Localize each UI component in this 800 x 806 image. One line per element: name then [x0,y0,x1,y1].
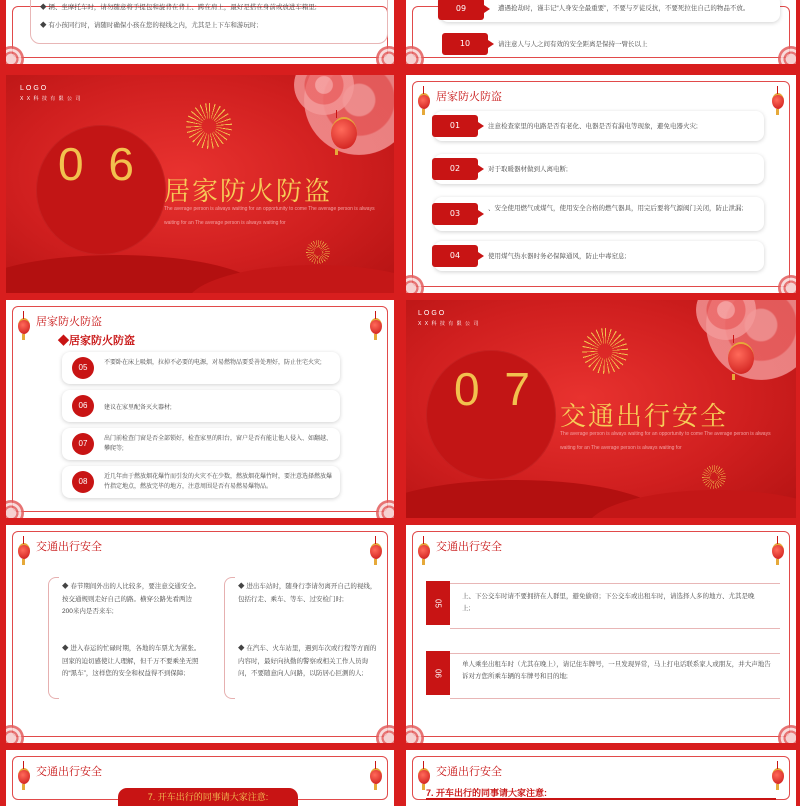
corner-flower-icon [376,46,394,64]
corner-flower-icon [406,275,424,293]
corner-flower-icon [778,725,796,743]
lantern-icon [418,543,430,559]
section-number: 0 7 [454,363,536,415]
item-text: 、安全使用燃气或煤气，使用安全合格的燃气器具，用完后要将气源阀门关闭，防止泄漏; [488,205,744,212]
english-subtitle: The average person is always waiting for an opportunity to come The average person is always [560,431,771,437]
lantern-icon [418,768,430,784]
traffic-slide-4 [406,750,796,806]
item-number: 06 [426,651,450,695]
item-text: 注意检查家里的电路是否有老化、电器是否有漏电等现象，避免电器火灾; [488,123,698,130]
section-06-slide [6,75,394,293]
lantern-icon [331,117,357,149]
section-number: 0 6 [58,138,140,190]
section-title: 交通出行安全 [560,401,729,431]
lantern-icon [772,768,784,784]
corner-flower-icon [778,46,796,64]
bullet-text: ◆ 进入春运的忙碌时期，各地的车票尤为紧张。回家的迫切感使让人理解，但千万不要乘坐无照的“黑车”，这样您的安全和权益得不到保障; [62,645,201,677]
list-item [62,466,340,498]
home-fire-slide-2 [6,300,394,518]
banner: 7. 开车出行的同事请大家注意: [118,788,298,806]
bullet-text: ◆ 辆、坐摩托车时，请勿随意将手提包和旋背在背上、跨在肩上，最好是搭在身前或放进车箱里; [40,4,317,11]
lantern-icon [418,93,430,109]
lantern-icon [728,342,754,374]
item-text: 使用煤气热水器时务必保障通风，防止中毒窒息; [488,253,627,260]
list-item [62,428,340,460]
lantern-icon [370,318,382,334]
section-07-slide [406,300,796,518]
section-title: 居家防火防盗 [164,176,333,206]
lantern-icon [18,543,30,559]
corner-flower-icon [6,500,24,518]
item-number: 04 [432,245,478,267]
slide-subtitle: ◆居家防火防盗 [58,335,135,347]
bullet-text: ◆ 有小孩同行时，请随时确保小孩在您的视线之内，尤其是上下车和游玩时; [40,22,259,29]
lantern-icon [772,93,784,109]
banner: 7. 开车出行的同事请大家注意: [426,788,548,798]
corner-flower-icon [6,725,24,743]
item-number: 09 [438,0,484,20]
item-text: 建议在家里配备灭火器材; [104,405,172,411]
bullet-text: ◆ 在汽车、火车站里，遇到车次或行程等方面的内容时，最好向执勤的警察或相关工作人员询问，不要随意向人问路，以防居心叵测的人; [238,645,377,677]
corner-flower-icon [778,275,796,293]
item-text: 不要卧在床上吸烟，拉掉不必要的电源，对易燃物品要妥善处理好，防止住宅火灾; [104,360,322,366]
item-number: 05 [72,357,94,379]
slide-title: 交通出行安全 [36,541,102,553]
slide-title: 交通出行安全 [436,541,502,553]
item-number: 05 [426,581,450,625]
slide-frame [412,531,790,737]
company-name: X X 科 技 有 限 公 司 [20,96,82,102]
home-fire-slide-1 [406,75,796,293]
item-number: 01 [432,115,478,137]
firework-icon [186,103,232,149]
lantern-icon [772,543,784,559]
slide-title: 交通出行安全 [436,766,502,778]
english-subtitle: waiting for an The average person is always waiting for [560,445,682,451]
slide-title: 居家防火防盗 [436,91,502,103]
item-number: 10 [442,33,488,55]
logo-text: LOGO [418,310,447,317]
item-number: 02 [432,158,478,180]
list-item [434,111,764,141]
firework-icon [702,465,726,489]
corner-flower-icon [376,500,394,518]
list-item [434,241,764,271]
firework-icon [582,328,628,374]
traffic-slide-3 [6,750,394,806]
item-text: 上、下公交车时请不要拥挤在人群里，避免偷窃；下公交车或出租车时，请选择人多的地方、尤其是晚上; [462,593,755,612]
corner-flower-icon [406,46,424,64]
company-name: X X 科 技 有 限 公 司 [418,321,480,327]
english-subtitle: waiting for an The average person is always waiting for [164,220,286,226]
item-text: 出门前检查门窗是否全部锁好，检查家里的阳台，窗户是否有能让他人侵入、如翻越、攀爬等; [104,436,333,452]
traffic-slide-2 [406,525,796,743]
item-text: 遭遇抢劫时，谨丰记“人身安全最重要”，不要与歹徒反抗，不要死拉住自己的物品不放。 [498,5,750,12]
item-text: 对于取暖器材做到人离电断; [488,166,568,173]
item-text: 近几年由于燃放烟花爆竹而引发的火灾不在少数，燃放烟花爆竹时，要注意选择燃放爆竹指定地点，燃放完毕的地方，注意周围是否有易燃易爆物品。 [104,474,332,490]
list-item [62,390,340,422]
item-text: 单人乘坐出租车时（尤其在晚上），请记住车牌号，一旦发现异常，马上打电话联系家人或朋友，并大声地告诉对方您所乘车辆的车牌号和目的地; [462,661,771,680]
bullet-text: ◆ 进出车站时，随身行李请勿离开自己的视线，包括行走、乘车、等车、过安检门时; [238,583,377,603]
lantern-icon [18,318,30,334]
list-item [434,154,764,184]
slide-title: 居家防火防盗 [36,316,102,328]
lantern-icon [370,543,382,559]
corner-flower-icon [6,46,24,64]
lantern-icon [370,768,382,784]
item-number: 08 [72,471,94,493]
bracket-decoration [48,577,59,699]
slide-top-right [406,0,796,64]
item-number: 07 [72,433,94,455]
list-item [440,0,780,22]
item-text: 请注意人与人之间有效的安全距离是保持一臂长以上 [498,41,648,48]
firework-icon [306,240,330,264]
slide-frame [12,531,388,737]
logo-text: LOGO [20,85,49,92]
slide-title: 交通出行安全 [36,766,102,778]
corner-flower-icon [376,725,394,743]
slide-top-left [6,0,394,64]
bracket-decoration [224,577,235,699]
list-item [434,197,764,231]
list-item [62,352,340,384]
item-number: 03 [432,203,478,225]
item-number: 06 [72,395,94,417]
corner-flower-icon [406,725,424,743]
english-subtitle: The average person is always waiting for an opportunity to come The average person is always [164,206,375,212]
traffic-slide-1 [6,525,394,743]
lantern-icon [18,768,30,784]
bullet-text: ◆ 春节期间外出的人比较多，要注意交通安全。按交通规则走好自己的路。横穿公路先看两边200米内是否来车; [62,583,201,615]
